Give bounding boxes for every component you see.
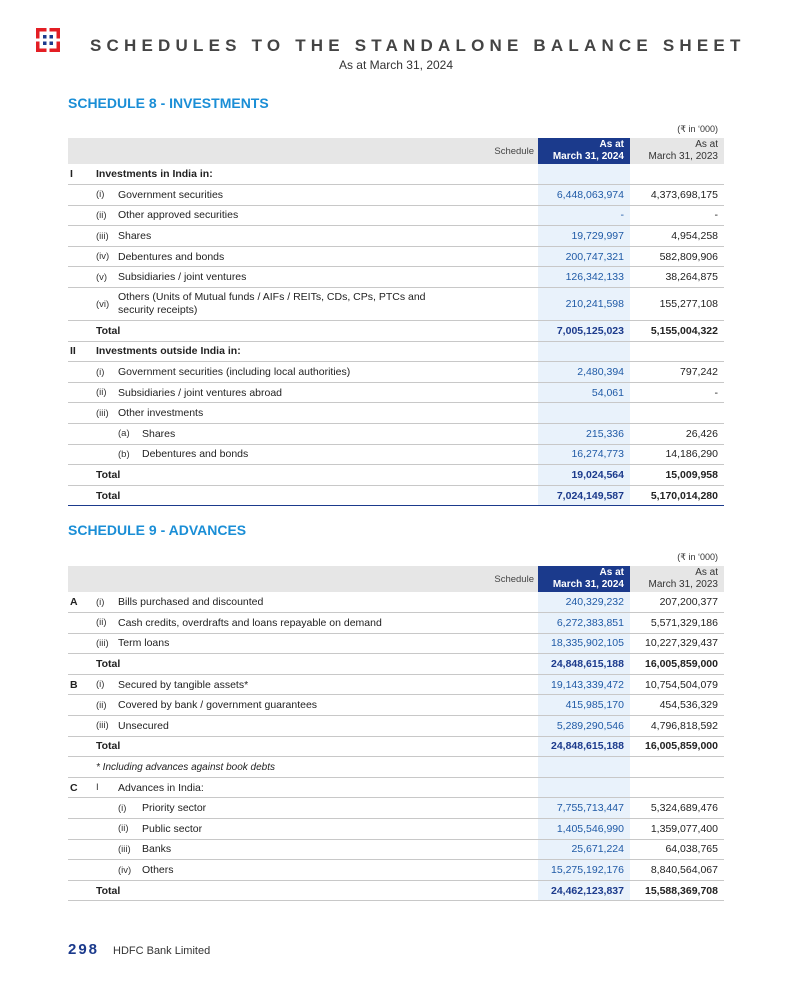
previous-year-value: 16,005,859,000	[630, 736, 724, 757]
row-label: Total	[92, 321, 438, 342]
row-sub-marker	[92, 798, 114, 819]
schedule-cell	[438, 267, 538, 288]
table-row	[68, 246, 724, 267]
schedule-cell	[438, 362, 538, 383]
row-marker	[68, 246, 92, 267]
row-sub-marker: (iii)	[92, 403, 114, 424]
table-row	[68, 716, 724, 737]
current-year-value: 19,729,997	[538, 226, 630, 247]
row-label: Shares	[138, 424, 438, 445]
row-label: Public sector	[138, 819, 438, 840]
row-sub-marker: (ii)	[92, 382, 114, 403]
previous-year-value: 5,155,004,322	[630, 321, 724, 342]
table-row	[68, 839, 724, 860]
total-row	[68, 465, 724, 486]
row-marker	[68, 362, 92, 383]
row-label: Investments in India in:	[92, 164, 438, 185]
previous-year-value: -	[630, 382, 724, 403]
row-sub-marker: (i)	[92, 185, 114, 206]
previous-year-value: 797,242	[630, 362, 724, 383]
current-year-header: As at March 31, 2024	[538, 138, 630, 164]
previous-year-header: As at March 31, 2023	[630, 566, 724, 592]
row-sub-marker	[92, 839, 114, 860]
previous-year-value: 582,809,906	[630, 246, 724, 267]
row-marker	[68, 424, 92, 445]
table-row	[68, 633, 724, 654]
schedule-8-unit: (₹ in ‘000)	[677, 124, 718, 134]
table-row	[68, 164, 724, 185]
schedule-cell	[438, 444, 538, 465]
schedule-column-header: Schedule	[438, 138, 538, 164]
current-year-value: 6,272,383,851	[538, 613, 630, 634]
previous-year-value: 5,324,689,476	[630, 798, 724, 819]
previous-year-value: 1,359,077,400	[630, 819, 724, 840]
row-label: Debentures and bonds	[138, 444, 438, 465]
row-sub-marker: (ii)	[92, 205, 114, 226]
row-label: Cash credits, overdrafts and loans repayable on demand	[114, 613, 438, 634]
row-sub-marker: (v)	[92, 267, 114, 288]
table-row	[68, 226, 724, 247]
schedule-cell	[438, 613, 538, 634]
row-label: Total	[92, 465, 438, 486]
current-year-value: -	[538, 205, 630, 226]
row-label: Other investments	[114, 403, 438, 424]
current-year-value: 240,329,232	[538, 592, 630, 613]
table-header-row	[68, 138, 724, 164]
row-label: Term loans	[114, 633, 438, 654]
current-year-value: 126,342,133	[538, 267, 630, 288]
schedule-cell	[438, 185, 538, 206]
row-label: Priority sector	[138, 798, 438, 819]
schedule-cell	[438, 819, 538, 840]
current-year-value: 200,747,321	[538, 246, 630, 267]
current-year-value: 24,848,615,188	[538, 654, 630, 675]
hdfc-logo-icon	[36, 28, 60, 52]
table-row	[68, 205, 724, 226]
total-row	[68, 485, 724, 506]
table-row	[68, 362, 724, 383]
row-marker	[68, 819, 92, 840]
row-sub-sub-marker: (i)	[114, 798, 138, 819]
page-title: SCHEDULES TO THE STANDALONE BALANCE SHEET	[90, 36, 746, 55]
row-marker: C	[68, 777, 92, 798]
row-marker	[68, 485, 92, 506]
schedule-8-title: SCHEDULE 8 - INVESTMENTS	[68, 95, 269, 111]
schedule-cell	[438, 592, 538, 613]
row-marker	[68, 226, 92, 247]
current-year-value: 16,274,773	[538, 444, 630, 465]
schedule-cell	[438, 695, 538, 716]
row-marker	[68, 880, 92, 901]
previous-year-value	[630, 341, 724, 362]
schedule-cell	[438, 403, 538, 424]
previous-year-value: 207,200,377	[630, 592, 724, 613]
schedule-cell	[438, 341, 538, 362]
schedule-cell	[438, 424, 538, 445]
table-row	[68, 592, 724, 613]
row-sub-sub-marker: (ii)	[114, 819, 138, 840]
table-header-row	[68, 566, 724, 592]
row-label: Total	[92, 880, 438, 901]
row-marker	[68, 288, 92, 321]
previous-year-value: 10,754,504,079	[630, 674, 724, 695]
current-year-value: 7,024,149,587	[538, 485, 630, 506]
row-marker	[68, 633, 92, 654]
row-marker	[68, 321, 92, 342]
row-marker	[68, 382, 92, 403]
row-label: Debentures and bonds	[114, 246, 438, 267]
previous-year-value: 16,005,859,000	[630, 654, 724, 675]
schedule-cell	[438, 205, 538, 226]
row-sub-sub-marker: (b)	[114, 444, 138, 465]
row-label: Total	[92, 654, 438, 675]
row-label: Banks	[138, 839, 438, 860]
total-row	[68, 654, 724, 675]
row-sub-marker: (iii)	[92, 226, 114, 247]
current-year-value	[538, 341, 630, 362]
table-row	[68, 777, 724, 798]
table-row	[68, 757, 724, 778]
table-row	[68, 288, 724, 321]
row-label: Shares	[114, 226, 438, 247]
schedule-cell	[438, 226, 538, 247]
row-marker	[68, 860, 92, 881]
previous-year-value: 5,571,329,186	[630, 613, 724, 634]
current-year-value	[538, 164, 630, 185]
row-label: Covered by bank / government guarantees	[114, 695, 438, 716]
previous-year-value: 26,426	[630, 424, 724, 445]
schedule-cell	[438, 288, 538, 321]
current-year-value: 210,241,598	[538, 288, 630, 321]
row-sub-marker: (iii)	[92, 716, 114, 737]
row-label: Investments outside India in:	[92, 341, 438, 362]
row-sub-sub-marker: (a)	[114, 424, 138, 445]
table-row	[68, 382, 724, 403]
row-label: Secured by tangible assets*	[114, 674, 438, 695]
previous-year-value: 8,840,564,067	[630, 860, 724, 881]
current-year-value: 6,448,063,974	[538, 185, 630, 206]
previous-year-value: 4,796,818,592	[630, 716, 724, 737]
company-name: HDFC Bank Limited	[113, 945, 211, 957]
row-sub-marker: (ii)	[92, 613, 114, 634]
schedule-cell	[438, 798, 538, 819]
table-row	[68, 695, 724, 716]
current-year-value: 5,289,290,546	[538, 716, 630, 737]
table-row	[68, 674, 724, 695]
schedule-8-table	[68, 138, 724, 506]
row-sub-marker: (iii)	[92, 633, 114, 654]
previous-year-value: 38,264,875	[630, 267, 724, 288]
row-label: Unsecured	[114, 716, 438, 737]
row-label: Others	[138, 860, 438, 881]
schedule-cell	[438, 674, 538, 695]
row-label: Subsidiaries / joint ventures abroad	[114, 382, 438, 403]
row-marker: A	[68, 592, 92, 613]
schedule-cell	[438, 716, 538, 737]
previous-year-value	[630, 757, 724, 778]
row-sub-sub-marker: (iv)	[114, 860, 138, 881]
previous-year-value	[630, 777, 724, 798]
row-marker	[68, 695, 92, 716]
schedule-cell	[438, 777, 538, 798]
row-label: Government securities	[114, 185, 438, 206]
table-row	[68, 403, 724, 424]
current-year-value: 15,275,192,176	[538, 860, 630, 881]
schedule-cell	[438, 246, 538, 267]
schedule-cell	[438, 321, 538, 342]
row-label: Others (Units of Mutual funds / AIFs / REITs, CDs, CPs, PTCs and security receipts)	[114, 288, 438, 321]
row-sub-marker	[92, 819, 114, 840]
table-row	[68, 819, 724, 840]
row-marker	[68, 716, 92, 737]
table-row	[68, 341, 724, 362]
current-year-value: 2,480,394	[538, 362, 630, 383]
row-label: Total	[92, 485, 438, 506]
current-year-value: 215,336	[538, 424, 630, 445]
schedule-cell	[438, 164, 538, 185]
current-year-value: 24,462,123,837	[538, 880, 630, 901]
row-marker	[68, 798, 92, 819]
current-year-value: 7,005,125,023	[538, 321, 630, 342]
row-marker	[68, 736, 92, 757]
schedule-cell	[438, 880, 538, 901]
previous-year-value	[630, 403, 724, 424]
previous-year-value: 454,536,329	[630, 695, 724, 716]
current-year-header: As at March 31, 2024	[538, 566, 630, 592]
table-row	[68, 444, 724, 465]
row-marker: I	[68, 164, 92, 185]
schedule-cell	[438, 485, 538, 506]
current-year-value: 19,024,564	[538, 465, 630, 486]
current-year-value: 1,405,546,990	[538, 819, 630, 840]
row-sub-marker: (vi)	[92, 288, 114, 321]
schedule-9-table	[68, 566, 724, 901]
current-year-value: 25,671,224	[538, 839, 630, 860]
table-row	[68, 424, 724, 445]
row-marker	[68, 444, 92, 465]
previous-year-value: 14,186,290	[630, 444, 724, 465]
previous-year-value	[630, 164, 724, 185]
current-year-value: 24,848,615,188	[538, 736, 630, 757]
current-year-value	[538, 757, 630, 778]
row-label: Advances in India:	[114, 777, 438, 798]
row-marker	[68, 185, 92, 206]
previous-year-value: 4,954,258	[630, 226, 724, 247]
row-marker	[68, 839, 92, 860]
row-marker	[68, 205, 92, 226]
schedule-9-title: SCHEDULE 9 - ADVANCES	[68, 522, 247, 538]
previous-year-value: 15,009,958	[630, 465, 724, 486]
previous-year-value: 64,038,765	[630, 839, 724, 860]
row-label: Subsidiaries / joint ventures	[114, 267, 438, 288]
row-marker: B	[68, 674, 92, 695]
schedule-cell	[438, 382, 538, 403]
total-row	[68, 736, 724, 757]
row-marker	[68, 403, 92, 424]
table-row	[68, 860, 724, 881]
previous-year-value: 155,277,108	[630, 288, 724, 321]
row-marker	[68, 654, 92, 675]
table-row	[68, 798, 724, 819]
row-sub-marker: (i)	[92, 592, 114, 613]
page-number: 298	[68, 941, 100, 958]
current-year-value: 54,061	[538, 382, 630, 403]
schedule-cell	[438, 633, 538, 654]
current-year-value: 18,335,902,105	[538, 633, 630, 654]
current-year-value: 19,143,339,472	[538, 674, 630, 695]
row-marker	[68, 613, 92, 634]
previous-year-value: 5,170,014,280	[630, 485, 724, 506]
page-subtitle: As at March 31, 2024	[338, 58, 454, 72]
row-marker: II	[68, 341, 92, 362]
schedule-cell	[438, 839, 538, 860]
previous-year-value: -	[630, 205, 724, 226]
current-year-value: 415,985,170	[538, 695, 630, 716]
row-sub-marker	[92, 860, 114, 881]
current-year-value	[538, 403, 630, 424]
previous-year-value: 15,588,369,708	[630, 880, 724, 901]
row-label: Other approved securities	[114, 205, 438, 226]
schedule-9-unit: (₹ in ‘000)	[677, 552, 718, 562]
previous-year-value: 10,227,329,437	[630, 633, 724, 654]
row-sub-marker	[92, 444, 114, 465]
schedule-column-header: Schedule	[438, 566, 538, 592]
table-row	[68, 185, 724, 206]
schedule-cell	[438, 465, 538, 486]
row-label: Government securities (including local authorities)	[114, 362, 438, 383]
total-row	[68, 321, 724, 342]
table-row	[68, 267, 724, 288]
row-marker	[68, 267, 92, 288]
schedule-cell	[438, 736, 538, 757]
schedule-cell	[438, 757, 538, 778]
row-marker	[68, 757, 92, 778]
schedule-cell	[438, 654, 538, 675]
table-row	[68, 613, 724, 634]
row-sub-marker: I	[92, 777, 114, 798]
row-sub-sub-marker: (iii)	[114, 839, 138, 860]
row-label: Bills purchased and discounted	[114, 592, 438, 613]
row-sub-marker: (ii)	[92, 695, 114, 716]
row-label: Total	[92, 736, 438, 757]
schedule-cell	[438, 860, 538, 881]
row-marker	[68, 465, 92, 486]
previous-year-header: As at March 31, 2023	[630, 138, 724, 164]
current-year-value	[538, 777, 630, 798]
row-sub-marker: (i)	[92, 674, 114, 695]
current-year-value: 7,755,713,447	[538, 798, 630, 819]
row-sub-marker: (iv)	[92, 246, 114, 267]
row-sub-marker: (i)	[92, 362, 114, 383]
row-sub-marker	[92, 424, 114, 445]
total-row	[68, 880, 724, 901]
previous-year-value: 4,373,698,175	[630, 185, 724, 206]
row-label: * Including advances against book debts	[92, 757, 438, 778]
